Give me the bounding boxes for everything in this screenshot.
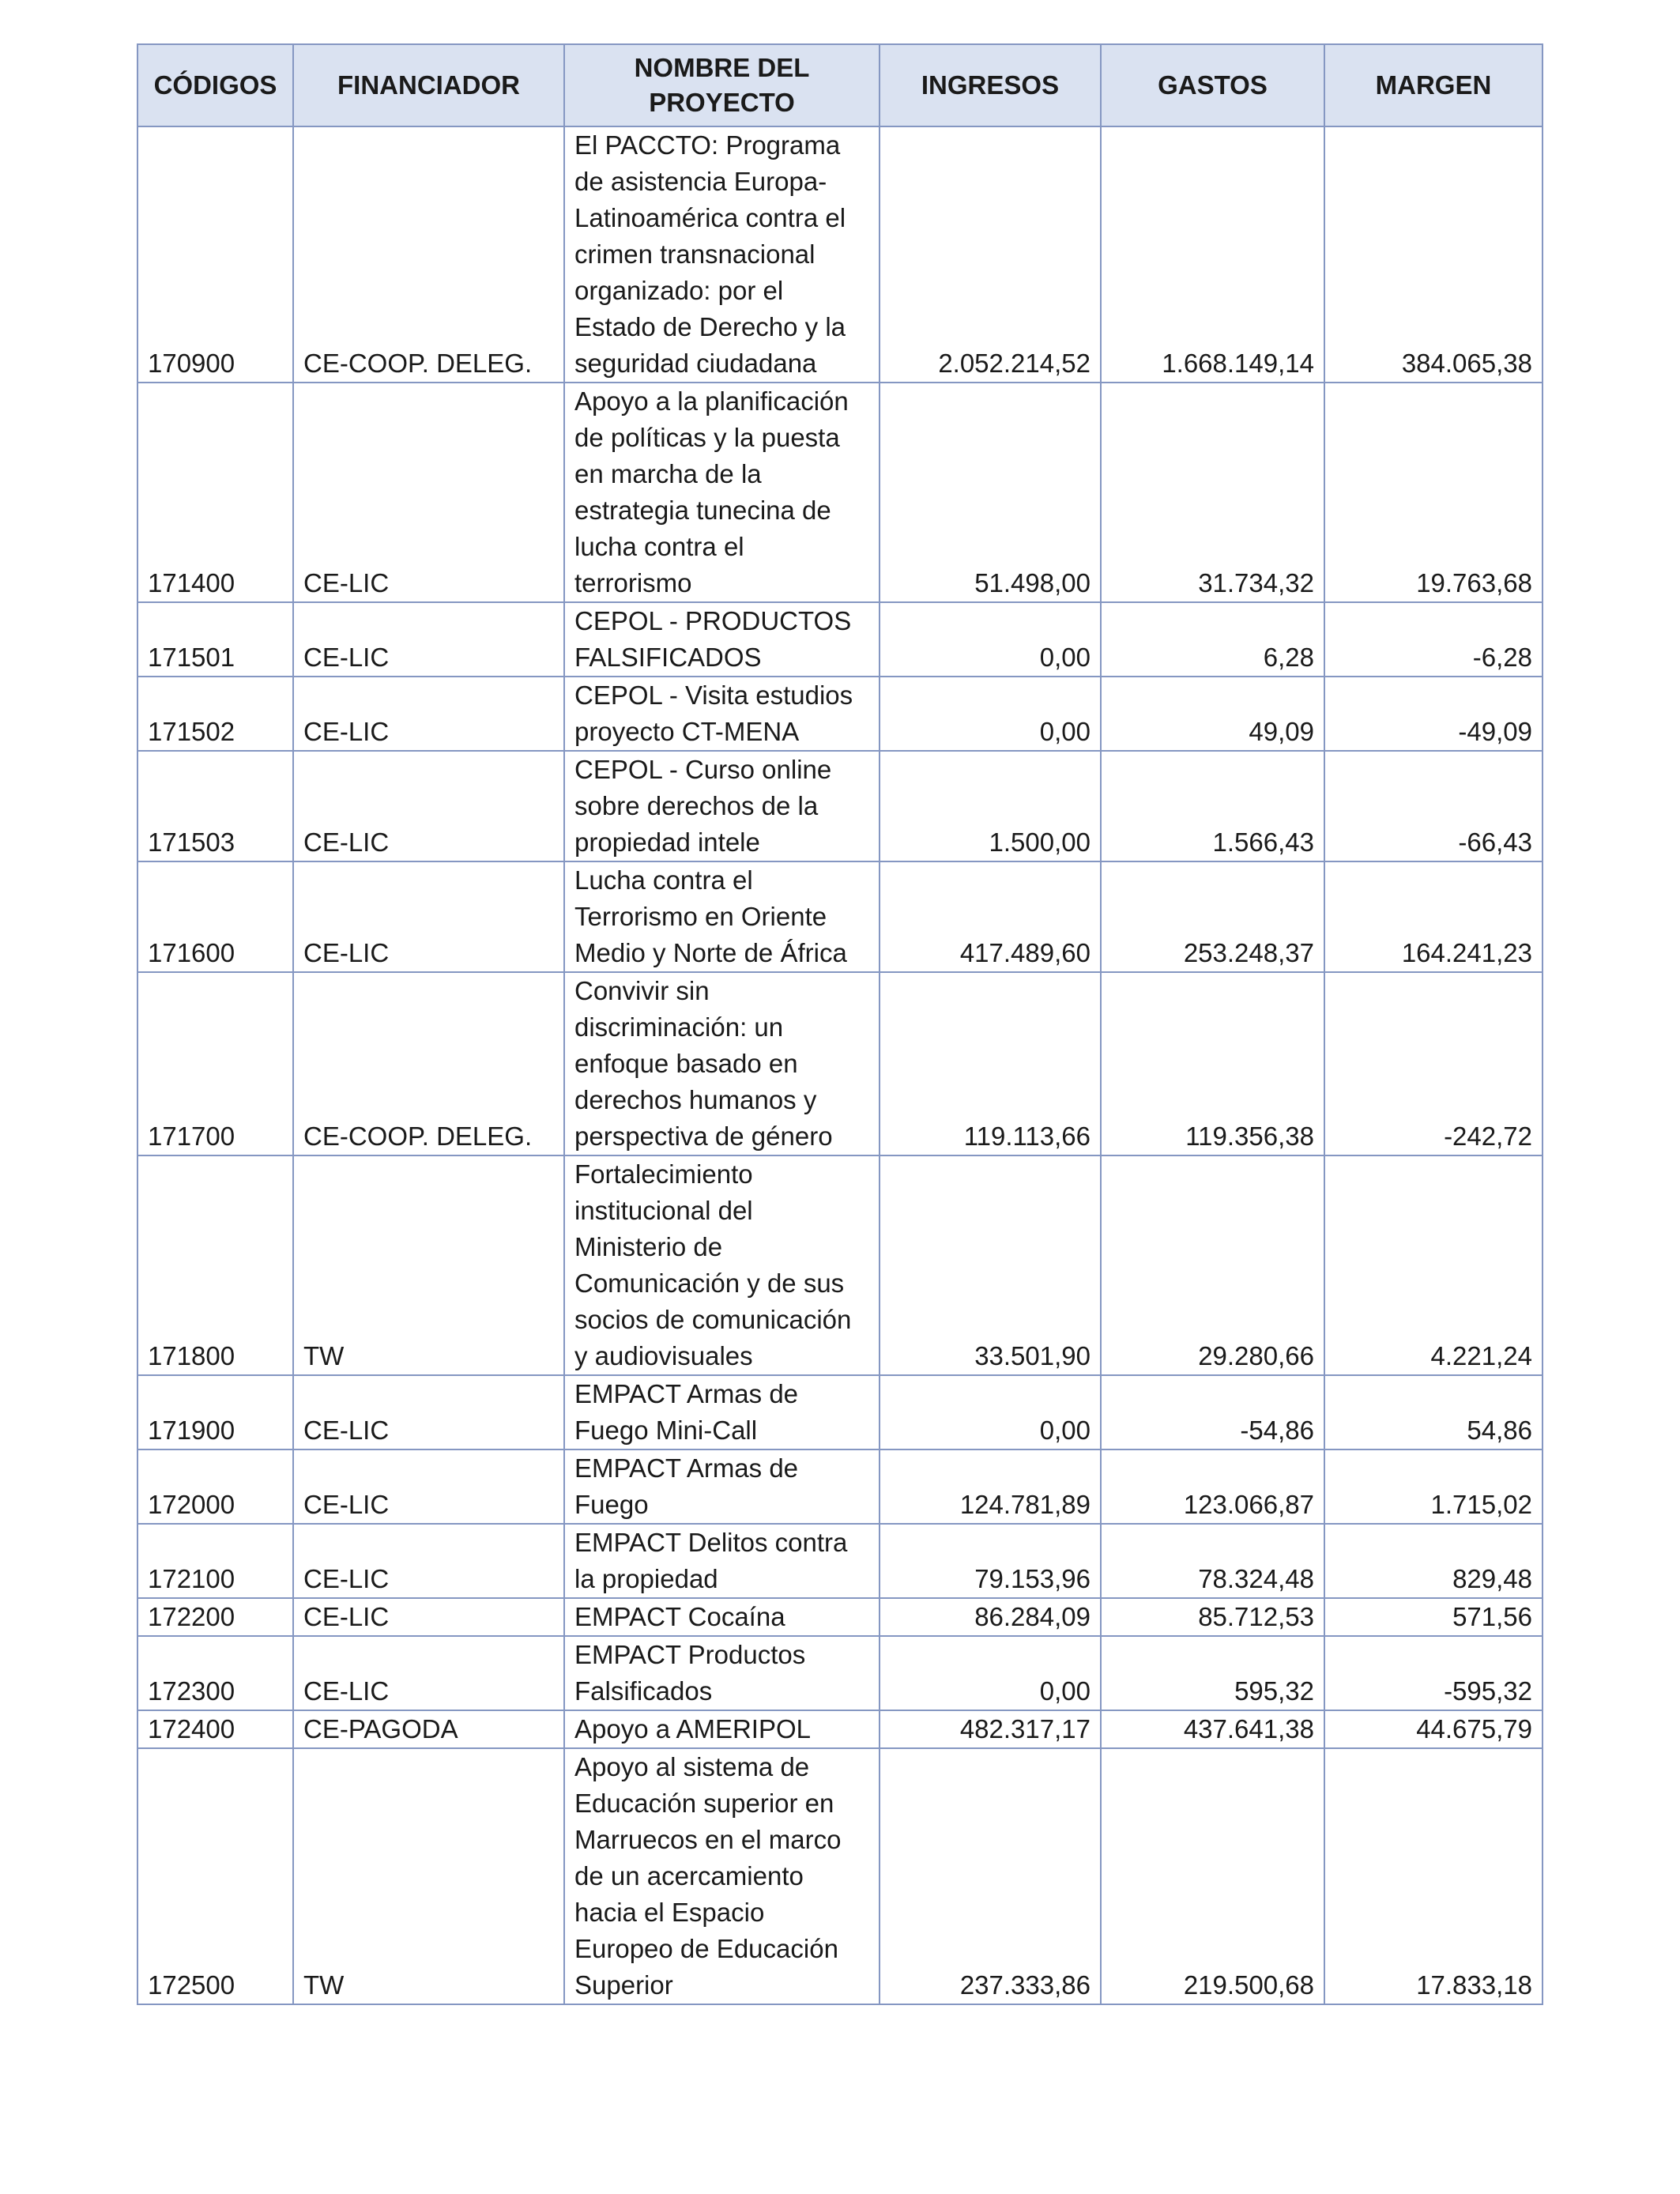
cell-ingresos: 1.500,00 (880, 751, 1101, 861)
project-name-line: Apoyo al sistema de (574, 1752, 810, 1781)
cell-gastos: 123.066,87 (1101, 1449, 1324, 1524)
cell-ingresos: 482.317,17 (880, 1710, 1101, 1748)
cell-nombre-proyecto (564, 677, 880, 751)
cell-margen: 4.221,24 (1324, 1155, 1543, 1375)
cell-gastos: 437.641,38 (1101, 1710, 1324, 1748)
project-name-line: Medio y Norte de África (574, 938, 847, 967)
cell-codigo: 170900 (137, 126, 293, 383)
cell-gastos: 31.734,32 (1101, 383, 1324, 602)
cell-ingresos: 0,00 (880, 677, 1101, 751)
cell-codigo: 172300 (137, 1636, 293, 1710)
project-name-line: Lucha contra el (574, 865, 753, 895)
table-row (137, 861, 1543, 972)
project-name-line: EMPACT Cocaína (574, 1602, 785, 1631)
project-name-line: institucional del (574, 1196, 753, 1225)
cell-margen: -6,28 (1324, 602, 1543, 677)
cell-nombre-proyecto (564, 1598, 880, 1636)
header-codigos: CÓDIGOS (137, 44, 293, 126)
financial-table (137, 43, 1543, 2005)
table-row (137, 751, 1543, 861)
cell-codigo: 171400 (137, 383, 293, 602)
cell-gastos: 119.356,38 (1101, 972, 1324, 1155)
cell-margen: 164.241,23 (1324, 861, 1543, 972)
header-nombre-line-2: PROYECTO (649, 88, 795, 117)
cell-margen: 384.065,38 (1324, 126, 1543, 383)
cell-gastos: 1.668.149,14 (1101, 126, 1324, 383)
cell-nombre-proyecto (564, 383, 880, 602)
cell-margen: 44.675,79 (1324, 1710, 1543, 1748)
cell-financiador: CE-LIC (293, 751, 564, 861)
cell-nombre-proyecto (564, 972, 880, 1155)
project-name-line: en marcha de la (574, 459, 762, 488)
cell-ingresos: 33.501,90 (880, 1155, 1101, 1375)
project-name-line: Terrorismo en Oriente (574, 902, 827, 931)
project-name-line: EMPACT Armas de (574, 1453, 799, 1483)
project-name-line: CEPOL - Curso online (574, 755, 832, 784)
project-name-line: Latinoamérica contra el (574, 203, 846, 232)
cell-margen: 19.763,68 (1324, 383, 1543, 602)
project-name-line: Estado de Derecho y la (574, 312, 846, 341)
cell-margen: -49,09 (1324, 677, 1543, 751)
table-row (137, 1449, 1543, 1524)
project-name-line: Fortalecimiento (574, 1159, 753, 1189)
table-row (137, 677, 1543, 751)
project-name-line: la propiedad (574, 1564, 718, 1593)
cell-ingresos: 0,00 (880, 602, 1101, 677)
cell-margen: 571,56 (1324, 1598, 1543, 1636)
table-row (137, 1710, 1543, 1748)
cell-ingresos: 86.284,09 (880, 1598, 1101, 1636)
cell-nombre-proyecto (564, 1748, 880, 2004)
project-name-line: Marruecos en el marco (574, 1825, 842, 1854)
project-name-line: CEPOL - Visita estudios (574, 680, 853, 710)
cell-nombre-proyecto (564, 1449, 880, 1524)
project-name-line: seguridad ciudadana (574, 349, 817, 378)
cell-financiador: TW (293, 1748, 564, 2004)
header-financiador: FINANCIADOR (293, 44, 564, 126)
cell-nombre-proyecto (564, 1155, 880, 1375)
cell-financiador: CE-LIC (293, 861, 564, 972)
cell-margen: 17.833,18 (1324, 1748, 1543, 2004)
cell-financiador: TW (293, 1155, 564, 1375)
header-ingresos: INGRESOS (880, 44, 1101, 126)
project-name-line: Falsificados (574, 1676, 713, 1706)
cell-gastos: 29.280,66 (1101, 1155, 1324, 1375)
cell-ingresos: 119.113,66 (880, 972, 1101, 1155)
cell-ingresos: 237.333,86 (880, 1748, 1101, 2004)
table-row (137, 1524, 1543, 1598)
cell-ingresos: 417.489,60 (880, 861, 1101, 972)
header-nombre-line-1: NOMBRE DEL (634, 53, 810, 82)
cell-nombre-proyecto (564, 126, 880, 383)
table-row (137, 1636, 1543, 1710)
table-row (137, 1375, 1543, 1449)
cell-codigo: 172500 (137, 1748, 293, 2004)
cell-gastos: 595,32 (1101, 1636, 1324, 1710)
cell-codigo: 172000 (137, 1449, 293, 1524)
cell-gastos: 78.324,48 (1101, 1524, 1324, 1598)
cell-codigo: 171501 (137, 602, 293, 677)
cell-ingresos: 79.153,96 (880, 1524, 1101, 1598)
cell-codigo: 171900 (137, 1375, 293, 1449)
header-nombre-proyecto (564, 44, 880, 126)
cell-ingresos: 2.052.214,52 (880, 126, 1101, 383)
project-name-line: crimen transnacional (574, 239, 816, 269)
project-name-line: Fuego Mini-Call (574, 1416, 758, 1445)
cell-gastos: 1.566,43 (1101, 751, 1324, 861)
cell-financiador: CE-LIC (293, 602, 564, 677)
cell-nombre-proyecto (564, 1375, 880, 1449)
cell-nombre-proyecto (564, 1524, 880, 1598)
cell-financiador: CE-LIC (293, 1524, 564, 1598)
cell-codigo: 171600 (137, 861, 293, 972)
table-body (137, 126, 1543, 2004)
cell-margen: -595,32 (1324, 1636, 1543, 1710)
cell-financiador: CE-LIC (293, 677, 564, 751)
project-name-line: proyecto CT-MENA (574, 717, 800, 746)
project-name-line: FALSIFICADOS (574, 643, 762, 672)
cell-gastos: 253.248,37 (1101, 861, 1324, 972)
project-name-line: sobre derechos de la (574, 791, 819, 820)
cell-gastos: 6,28 (1101, 602, 1324, 677)
project-name-line: perspectiva de género (574, 1122, 833, 1151)
project-name-line: Apoyo a la planificación (574, 386, 849, 416)
cell-financiador: CE-LIC (293, 383, 564, 602)
table-row (137, 126, 1543, 383)
project-name-line: hacia el Espacio (574, 1898, 765, 1927)
project-name-line: EMPACT Productos (574, 1640, 806, 1669)
project-name-line: estrategia tunecina de (574, 496, 831, 525)
table-row (137, 602, 1543, 677)
project-name-line: terrorismo (574, 568, 692, 598)
cell-codigo: 171700 (137, 972, 293, 1155)
cell-gastos: -54,86 (1101, 1375, 1324, 1449)
project-name-line: Comunicación y de sus (574, 1269, 845, 1298)
project-name-line: Europeo de Educación (574, 1934, 838, 1963)
table-row (137, 1598, 1543, 1636)
cell-ingresos: 0,00 (880, 1636, 1101, 1710)
cell-financiador: CE-LIC (293, 1449, 564, 1524)
cell-codigo: 171503 (137, 751, 293, 861)
table-row (137, 972, 1543, 1155)
project-name-line: socios de comunicación (574, 1305, 852, 1334)
table-row (137, 383, 1543, 602)
project-name-line: enfoque basado en (574, 1049, 798, 1078)
cell-nombre-proyecto (564, 861, 880, 972)
table-row (137, 1748, 1543, 2004)
header-row (137, 44, 1543, 126)
cell-margen: -66,43 (1324, 751, 1543, 861)
project-name-line: organizado: por el (574, 276, 784, 305)
cell-nombre-proyecto (564, 1636, 880, 1710)
project-name-line: Apoyo a AMERIPOL (574, 1714, 811, 1744)
cell-financiador: CE-LIC (293, 1375, 564, 1449)
project-name-line: EMPACT Delitos contra (574, 1528, 848, 1557)
project-name-line: Educación superior en (574, 1789, 834, 1818)
cell-ingresos: 124.781,89 (880, 1449, 1101, 1524)
project-name-line: derechos humanos y (574, 1085, 817, 1114)
cell-codigo: 172400 (137, 1710, 293, 1748)
table-row (137, 1155, 1543, 1375)
cell-gastos: 49,09 (1101, 677, 1324, 751)
cell-ingresos: 0,00 (880, 1375, 1101, 1449)
project-name-line: de políticas y la puesta (574, 423, 840, 452)
project-name-line: propiedad intele (574, 827, 760, 857)
cell-financiador: CE-LIC (293, 1598, 564, 1636)
cell-margen: 54,86 (1324, 1375, 1543, 1449)
project-name-line: Superior (574, 1970, 673, 2000)
cell-margen: -242,72 (1324, 972, 1543, 1155)
cell-gastos: 85.712,53 (1101, 1598, 1324, 1636)
cell-financiador: CE-LIC (293, 1636, 564, 1710)
project-name-line: EMPACT Armas de (574, 1379, 799, 1408)
cell-margen: 1.715,02 (1324, 1449, 1543, 1524)
header-margen: MARGEN (1324, 44, 1543, 126)
cell-ingresos: 51.498,00 (880, 383, 1101, 602)
cell-nombre-proyecto (564, 751, 880, 861)
project-name-line: Ministerio de (574, 1232, 723, 1261)
project-name-line: Fuego (574, 1490, 649, 1519)
project-name-line: de un acercamiento (574, 1861, 804, 1891)
cell-financiador: CE-COOP. DELEG. (293, 972, 564, 1155)
cell-codigo: 171502 (137, 677, 293, 751)
cell-financiador: CE-COOP. DELEG. (293, 126, 564, 383)
cell-codigo: 171800 (137, 1155, 293, 1375)
cell-codigo: 172100 (137, 1524, 293, 1598)
cell-margen: 829,48 (1324, 1524, 1543, 1598)
project-name-line: de asistencia Europa- (574, 167, 827, 196)
cell-nombre-proyecto (564, 602, 880, 677)
header-gastos: GASTOS (1101, 44, 1324, 126)
project-name-line: CEPOL - PRODUCTOS (574, 606, 852, 635)
cell-codigo: 172200 (137, 1598, 293, 1636)
project-name-line: Convivir sin (574, 976, 710, 1005)
cell-gastos: 219.500,68 (1101, 1748, 1324, 2004)
project-name-line: El PACCTO: Programa (574, 130, 841, 160)
project-name-line: y audiovisuales (574, 1341, 753, 1370)
project-name-line: lucha contra el (574, 532, 744, 561)
cell-financiador: CE-PAGODA (293, 1710, 564, 1748)
table-header (137, 44, 1543, 126)
project-name-line: discriminación: un (574, 1012, 784, 1042)
cell-nombre-proyecto (564, 1710, 880, 1748)
